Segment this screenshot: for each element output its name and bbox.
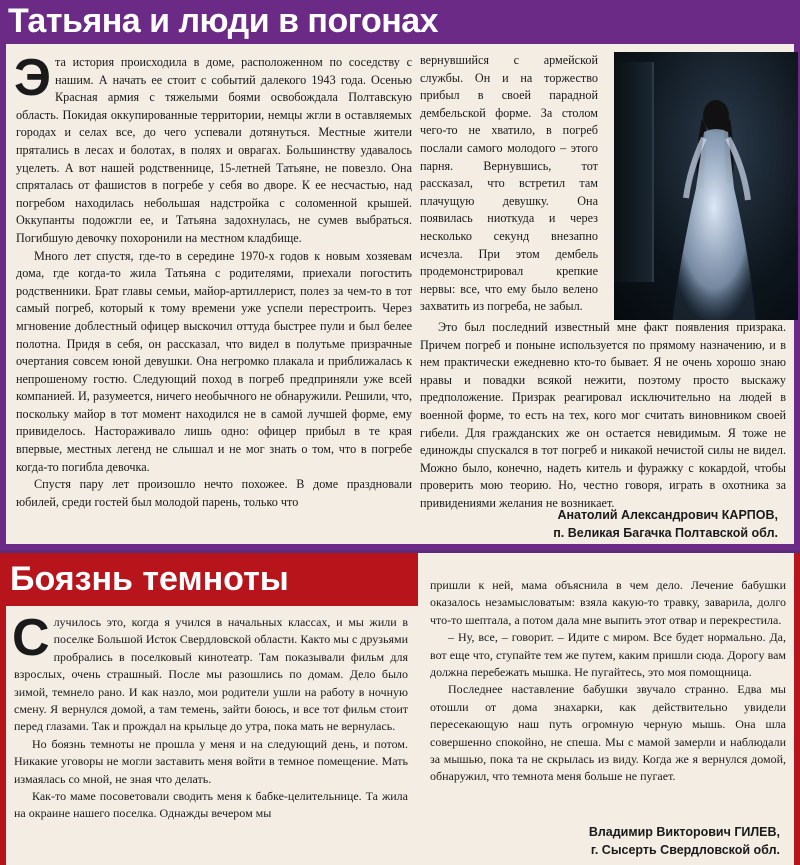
- article-body: [6, 44, 794, 544]
- article-column-right-bottom: [420, 319, 786, 513]
- author-name: Анатолий Александрович КАРПОВ,: [557, 508, 778, 522]
- paragraph: Много лет спустя, где-то в середине 1970-х годов к новым хозяевам дома, где когда-то жила Татьяна с родителями, приехали погостить родственники. Брат главы семьи, майор-артиллерист, полез за чем-то в тот самый погреб, который к тому времени уже успели перестроить. Через мгновение доблестный офицер выскочил оттуда быстрее пули и был белее полотна. Придя в себя, он рассказал, что видел в полутьме призрачные очертания совсем юной девушки. Она негромко плакала и приближалась к непрошеному гостю. Следующий поход в погреб предприняли уже всей компанией. И, разумеется, ничего необычного не обнаружили. Решили, что, поскольку майор в тот момент находился не в самой лучшей форме, ему привиделось. Настораживало лишь одно: офицер прибыл в те края впервые, местных легенд не слышал и не мог знать о том, что в погребе когда-то погибла девочка.: [16, 248, 412, 474]
- ghost-photo: [614, 52, 798, 320]
- paragraph: Это был последний известный мне факт появления призрака. Причем погреб и поныне используется по прямому назначению, и в нем практически ежедневно кто-то бывает. Я не очень хорошо знаю нравы и повадки всякой нежити, поэтому просто выскажу предположение. Призрак реагировал исключительно на людей в военной форме, то есть на тех, кого мог считать виновником своей гибели. Для гражданских же он остается невидимым. Я тоже не единожды спускался в тот погреб и никакой нечистой силы не видел. Можно было, конечно, надеть китель и фуражку с кокардой, чтобы проверить мою теорию. Но, честно говоря, играть в охотника за привидениями желания не возникает.: [420, 320, 786, 510]
- author-place: г. Сысерть Свердловской обл.: [590, 843, 780, 857]
- author-signature: [553, 506, 778, 542]
- article-body-left: [6, 606, 418, 865]
- article-column-left: [12, 609, 408, 823]
- door-shape: [614, 62, 654, 282]
- author-signature: [589, 823, 780, 859]
- paragraph: – Ну, все, – говорит. – Идите с миром. Все будет нормально. Да, вот еще что, ступайте тем же путем, каким пришли сюда. Дорогу вам должна перебежать мышка. Не пугайтесь, это моя помощница.: [430, 630, 786, 680]
- drop-cap: Э: [14, 49, 51, 107]
- article-title: Боязнь темноты: [10, 560, 289, 598]
- paragraph-text: та история происходила в доме, расположенном по соседству с нашим. А начать ее стоит с событий далекого 1943 года. Осенью Красная армия с тяжелыми боями освобождала Полтавскую область. Покидая оккупированные территории, немцы жгли в оставляемых городах и селах все, до чего успевали дотянуться. Местные жители прятались в лесах и болотах, в полях и оврагах. Большинству удавалось уцелеть. А вот нашей родственнице, 15-летней Татьяне, не повезло. Она спряталась от фашистов в погребе у себя во дворе. К ее несчастью, над погребом находилась небольшая надстройка с соломенной крышей. Оккупанты подожгли ее, и Татьяна задохнулась, не сумев выбраться. Погибшую девочку похоронили на местном кладбище.: [16, 55, 412, 245]
- ghost-girl-icon: [664, 88, 764, 320]
- drop-cap: С: [12, 609, 50, 667]
- paragraph: [14, 49, 412, 248]
- paragraph: Спустя пару лет произошло нечто похожее. В доме праздновали юбилей, среди гостей был молодой парень, только что: [16, 477, 412, 509]
- paragraph: Последнее наставление бабушки звучало странно. Едва мы отошли от дома знахарки, как действительно увидели пересекающую наш путь огромную черную мышь. Она шла совершенно спокойно, не спеша. Мы с мамой замерли и наблюдали за мышью, пока та не скрылась из виду. Когда же я вернулся домой, обнаружил, что темнота меня больше не пугает.: [430, 682, 786, 784]
- author-name: Владимир Викторович ГИЛЕВ,: [588, 825, 780, 839]
- paragraph: [12, 609, 408, 736]
- article-column-left: [14, 49, 412, 511]
- article-body-right: [418, 553, 794, 865]
- article-column-right: [430, 577, 786, 786]
- article-column-right-top: [420, 52, 598, 316]
- paragraph-text: лучилось это, когда я учился в начальных классах, и мы жили в поселке Большой Исток Свердловской области. Както мы с друзьями пробрались в поселковый кинотеатр. Там показывали фильм для взрослых, очень страшный. После мы разошлись по домам. Дело было зимой, темнело рано. И как назло, мои родители ушли на работу в ночную смену. Я вернулся домой, а там темень, зайти боюсь, и все тот фильм стоит перед глазами. Так и прождал на крыльце до утра, пока мать не вернулась.: [14, 615, 408, 734]
- author-place: п. Великая Багачка Полтавской обл.: [553, 526, 778, 540]
- article-title: Татьяна и люди в погонах: [8, 2, 439, 40]
- paragraph: Но боязнь темноты не прошла у меня и на следующий день, и потом. Никакие уговоры не могли заставить меня войти в темное помещение. Мать измаялась со мной, не зная что делать.: [14, 736, 408, 786]
- paragraph: пришли к ней, мама объяснила в чем дело. Лечение бабушки оказалось незамысловатым: взяла какую-то травку, заварила, долго что-то шептала, а потом дала мне выпить этот отвар и перекрестила.: [430, 578, 786, 627]
- article-fear-of-dark: [0, 553, 800, 865]
- paragraph: вернувшийся с армейской службы. Он и на торжество прибыл в своей парадной дембельской форме. За столом чего-то не хватило, в погреб послали самого молодого – этого парня. Вернувшись, тот рассказал, что встретил там плачущую девушку. Она появилась ниоткуда и через несколько секунд внезапно исчезла. При этом дембель продемонстрировал крепкие нервы: все, что ему было велено захватить из погреба, не забыл.: [420, 53, 598, 314]
- paragraph: Как-то маме посоветовали сводить меня к бабке-целительнице. Та жила на окраине нашего поселка. Однажды вечером мы: [14, 789, 408, 821]
